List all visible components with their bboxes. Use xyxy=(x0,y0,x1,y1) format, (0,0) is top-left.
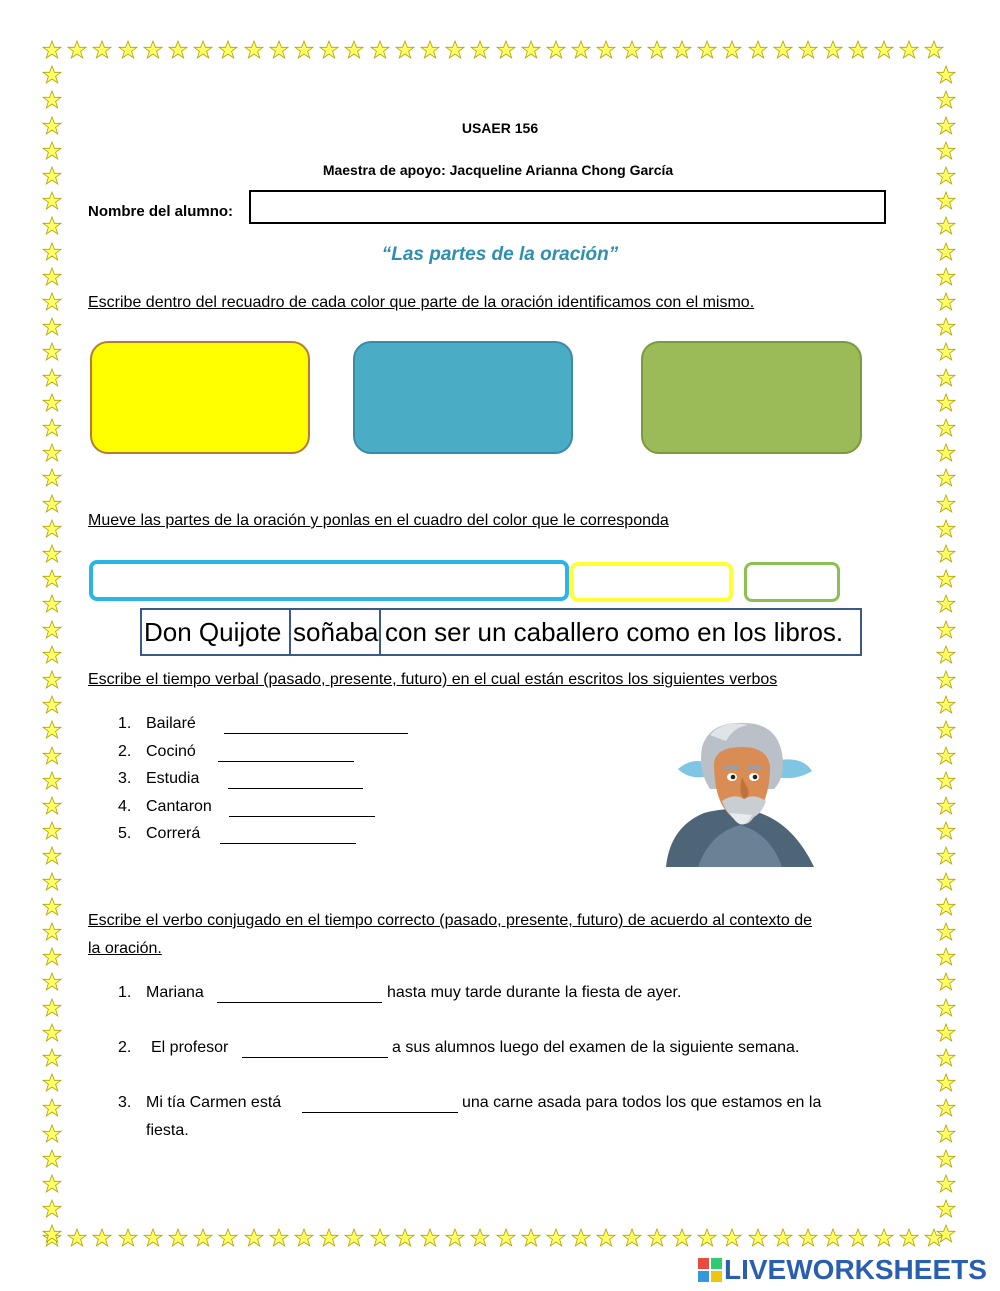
star-icon xyxy=(546,1228,566,1248)
star-icon xyxy=(936,191,956,211)
star-icon xyxy=(420,40,440,60)
star-icon xyxy=(874,1228,894,1248)
star-icon xyxy=(319,40,339,60)
sentence-item-1: 1. Mariana xyxy=(118,984,204,1001)
verb-answer-line-3[interactable] xyxy=(228,772,363,789)
star-icon xyxy=(244,40,264,60)
star-icon xyxy=(344,1228,364,1248)
star-icon xyxy=(936,771,956,791)
star-icon xyxy=(936,342,956,362)
draggable-predicate[interactable] xyxy=(379,608,862,656)
star-icon xyxy=(42,998,62,1018)
star-icon xyxy=(294,1228,314,1248)
star-icon xyxy=(773,1228,793,1248)
green-drop-target[interactable] xyxy=(744,562,840,602)
star-icon xyxy=(936,519,956,539)
star-icon xyxy=(496,1228,516,1248)
star-icon xyxy=(936,695,956,715)
star-icon xyxy=(42,342,62,362)
verb-answer-line-2[interactable] xyxy=(218,745,354,762)
star-icon xyxy=(370,40,390,60)
star-icon xyxy=(269,1228,289,1248)
star-icon xyxy=(294,40,314,60)
star-icon xyxy=(42,393,62,413)
star-icon xyxy=(936,544,956,564)
star-icon xyxy=(899,40,919,60)
star-icon xyxy=(936,1124,956,1144)
instruction-3: Escribe el tiempo verbal (pasado, presente, futuro) en el cual están escritos los siguientes verbos xyxy=(88,671,778,688)
yellow-answer-input[interactable] xyxy=(102,383,302,413)
verb-answer-input-4[interactable] xyxy=(229,796,379,818)
star-icon xyxy=(936,796,956,816)
star-icon xyxy=(143,1228,163,1248)
org-title: USAER 156 xyxy=(461,120,539,136)
star-icon xyxy=(42,519,62,539)
verb-item-4: 4. Cantaron xyxy=(118,798,212,815)
yellow-answer-box[interactable] xyxy=(90,341,310,454)
star-icon xyxy=(571,40,591,60)
verb-item-5: 5. Correrá xyxy=(118,825,201,842)
star-icon xyxy=(42,594,62,614)
star-icon xyxy=(42,368,62,388)
star-icon xyxy=(42,821,62,841)
worksheet-title: “Las partes de la oración” xyxy=(381,244,619,265)
star-icon xyxy=(571,1228,591,1248)
star-icon xyxy=(936,972,956,992)
star-icon xyxy=(42,468,62,488)
star-icon xyxy=(936,1098,956,1118)
star-icon xyxy=(936,998,956,1018)
star-icon xyxy=(42,191,62,211)
star-icon xyxy=(936,1073,956,1093)
star-icon xyxy=(622,40,642,60)
star-icon xyxy=(42,846,62,866)
verb-item-1: 1. Bailaré xyxy=(118,715,196,732)
star-icon xyxy=(936,65,956,85)
star-icon xyxy=(936,872,956,892)
star-icon xyxy=(395,40,415,60)
star-icon xyxy=(193,40,213,60)
teacher-line: Maestra de apoyo: Jacqueline Arianna Chong García xyxy=(322,162,674,178)
star-icon xyxy=(42,216,62,236)
star-icon xyxy=(42,746,62,766)
star-icon xyxy=(936,393,956,413)
star-icon xyxy=(42,65,62,85)
star-icon xyxy=(773,40,793,60)
star-icon xyxy=(672,40,692,60)
star-icon xyxy=(936,418,956,438)
yellow-drop-target[interactable] xyxy=(570,562,733,602)
star-icon xyxy=(143,40,163,60)
star-icon xyxy=(218,40,238,60)
sentence-answer-line-1[interactable] xyxy=(217,986,382,1003)
star-icon xyxy=(496,40,516,60)
star-icon xyxy=(42,1174,62,1194)
star-icon xyxy=(936,620,956,640)
don-quijote-illustration xyxy=(664,717,816,867)
star-icon xyxy=(42,494,62,514)
verb-item-2: 2. Cocinó xyxy=(118,743,196,760)
star-icon xyxy=(42,317,62,337)
star-icon xyxy=(596,40,616,60)
star-icon xyxy=(672,1228,692,1248)
verb-answer-input-1[interactable] xyxy=(224,713,412,735)
sentence-answer-input-1[interactable] xyxy=(217,982,386,1004)
star-icon xyxy=(647,40,667,60)
star-icon xyxy=(936,292,956,312)
sentence-answer-line-3[interactable] xyxy=(302,1096,458,1113)
star-icon xyxy=(168,40,188,60)
star-icon xyxy=(445,40,465,60)
star-icon xyxy=(936,1023,956,1043)
liveworksheets-logo: LIVEWORKSHEETS xyxy=(724,1254,987,1285)
blue-answer-box[interactable] xyxy=(353,341,573,454)
star-icon xyxy=(244,1228,264,1248)
star-icon xyxy=(722,40,742,60)
star-icon xyxy=(42,443,62,463)
star-icon xyxy=(936,368,956,388)
draggable-verb[interactable] xyxy=(289,608,381,656)
verb-answer-input-2[interactable] xyxy=(218,741,358,763)
star-icon xyxy=(521,1228,541,1248)
star-icon xyxy=(823,40,843,60)
star-icon xyxy=(697,40,717,60)
star-icon xyxy=(42,292,62,312)
star-icon xyxy=(936,90,956,110)
sentence-item-3: 3. Mi tía Carmen está xyxy=(118,1094,282,1111)
star-icon xyxy=(42,418,62,438)
verb-answer-line-5[interactable] xyxy=(220,827,356,844)
star-icon xyxy=(42,645,62,665)
star-icon xyxy=(168,1228,188,1248)
star-icon xyxy=(42,1048,62,1068)
sentence-answer-line-2[interactable] xyxy=(242,1041,388,1058)
star-icon xyxy=(42,40,62,60)
star-icon xyxy=(42,1124,62,1144)
star-icon xyxy=(42,922,62,942)
green-answer-input[interactable] xyxy=(653,383,853,413)
star-icon xyxy=(936,922,956,942)
star-icon xyxy=(936,216,956,236)
star-icon xyxy=(269,40,289,60)
star-icon xyxy=(42,872,62,892)
subject-text: Don Quijote xyxy=(144,617,282,647)
star-icon xyxy=(67,40,87,60)
instruction-2: Mueve las partes de la oración y ponlas en el cuadro del color que le corresponda xyxy=(88,512,669,529)
student-name-input[interactable] xyxy=(257,196,881,220)
star-icon xyxy=(42,1199,62,1219)
star-icon xyxy=(899,1228,919,1248)
star-icon xyxy=(936,1224,956,1244)
star-icon xyxy=(395,1228,415,1248)
star-icon xyxy=(42,1224,62,1244)
star-icon xyxy=(420,1228,440,1248)
blue-answer-input[interactable] xyxy=(365,383,565,413)
star-icon xyxy=(118,1228,138,1248)
star-icon xyxy=(193,1228,213,1248)
draggable-subject[interactable] xyxy=(140,608,291,656)
star-icon xyxy=(92,1228,112,1248)
star-icon xyxy=(42,141,62,161)
sentence-item-2: 2. El profesor xyxy=(118,1039,229,1056)
green-answer-box[interactable] xyxy=(641,341,862,454)
star-icon xyxy=(445,1228,465,1248)
star-icon xyxy=(936,720,956,740)
star-icon xyxy=(936,468,956,488)
star-icon xyxy=(118,40,138,60)
liveworksheets-logo-icon xyxy=(698,1258,722,1282)
verb-answer-input-5[interactable] xyxy=(220,823,360,845)
sentence-item-2-rest: a sus alumnos luego del examen de la siguiente semana. xyxy=(392,1039,800,1056)
sentence-answer-input-2[interactable] xyxy=(242,1037,392,1059)
star-icon xyxy=(521,40,541,60)
star-icon xyxy=(42,569,62,589)
predicate-text: con ser un caballero como en los libros. xyxy=(385,617,844,647)
sentence-item-1-rest: hasta muy tarde durante la fiesta de ayer. xyxy=(387,984,682,1001)
star-icon xyxy=(42,1098,62,1118)
star-icon xyxy=(218,1228,238,1248)
star-icon xyxy=(42,620,62,640)
star-icon xyxy=(924,40,944,60)
sentence-item-3-rest: una carne asada para todos los que estamos en la xyxy=(462,1094,822,1111)
star-icon xyxy=(936,897,956,917)
star-icon xyxy=(470,40,490,60)
star-icon xyxy=(874,40,894,60)
star-icon xyxy=(42,1073,62,1093)
star-icon xyxy=(936,141,956,161)
star-icon xyxy=(67,1228,87,1248)
star-icon xyxy=(823,1228,843,1248)
star-icon xyxy=(344,40,364,60)
star-icon xyxy=(42,972,62,992)
star-icon xyxy=(936,1199,956,1219)
star-icon xyxy=(42,720,62,740)
star-icon xyxy=(697,1228,717,1248)
star-icon xyxy=(546,40,566,60)
star-icon xyxy=(596,1228,616,1248)
star-icon xyxy=(319,1228,339,1248)
star-icon xyxy=(42,1023,62,1043)
instruction-1: Escribe dentro del recuadro de cada color que parte de la oración identificamos con el mismo. xyxy=(88,294,755,311)
sentence-item-3-rest-2: fiesta. xyxy=(146,1122,189,1139)
star-icon xyxy=(42,544,62,564)
star-icon xyxy=(42,897,62,917)
verb-answer-line-4[interactable] xyxy=(229,800,375,817)
star-icon xyxy=(647,1228,667,1248)
star-icon xyxy=(936,443,956,463)
star-icon xyxy=(42,90,62,110)
star-icon xyxy=(42,771,62,791)
star-icon xyxy=(936,821,956,841)
instruction-4-line-2: la oración. xyxy=(88,940,162,957)
instruction-4-line-1: Escribe el verbo conjugado en el tiempo correcto (pasado, presente, futuro) de acuerdo al contexto de xyxy=(88,912,812,929)
star-icon xyxy=(622,1228,642,1248)
star-icon xyxy=(936,947,956,967)
star-icon xyxy=(936,1048,956,1068)
star-icon xyxy=(936,317,956,337)
star-icon xyxy=(936,670,956,690)
star-icon xyxy=(936,1174,956,1194)
star-icon xyxy=(848,1228,868,1248)
star-icon xyxy=(936,594,956,614)
star-icon xyxy=(936,267,956,287)
star-icon xyxy=(936,569,956,589)
verb-item-3: 3. Estudia xyxy=(118,770,200,787)
student-name-field[interactable] xyxy=(249,190,886,224)
star-icon xyxy=(92,40,112,60)
verb-answer-input-3[interactable] xyxy=(228,768,367,790)
star-icon xyxy=(42,947,62,967)
star-icon xyxy=(798,40,818,60)
student-name-label: Nombre del alumno: xyxy=(88,203,234,220)
star-icon xyxy=(798,1228,818,1248)
star-icon xyxy=(848,40,868,60)
verb-answer-line-1[interactable] xyxy=(224,717,408,734)
verb-text: soñaba xyxy=(293,617,379,647)
star-icon xyxy=(42,796,62,816)
star-icon xyxy=(748,40,768,60)
star-icon xyxy=(936,846,956,866)
star-icon xyxy=(936,746,956,766)
star-icon xyxy=(470,1228,490,1248)
star-icon xyxy=(936,494,956,514)
sentence-answer-input-3[interactable] xyxy=(302,1092,462,1114)
star-icon xyxy=(42,695,62,715)
star-icon xyxy=(722,1228,742,1248)
star-icon xyxy=(42,670,62,690)
star-icon xyxy=(42,1149,62,1169)
star-icon xyxy=(748,1228,768,1248)
star-icon xyxy=(936,645,956,665)
star-icon xyxy=(936,1149,956,1169)
star-icon xyxy=(42,267,62,287)
star-icon xyxy=(370,1228,390,1248)
blue-drop-target[interactable] xyxy=(89,560,569,601)
